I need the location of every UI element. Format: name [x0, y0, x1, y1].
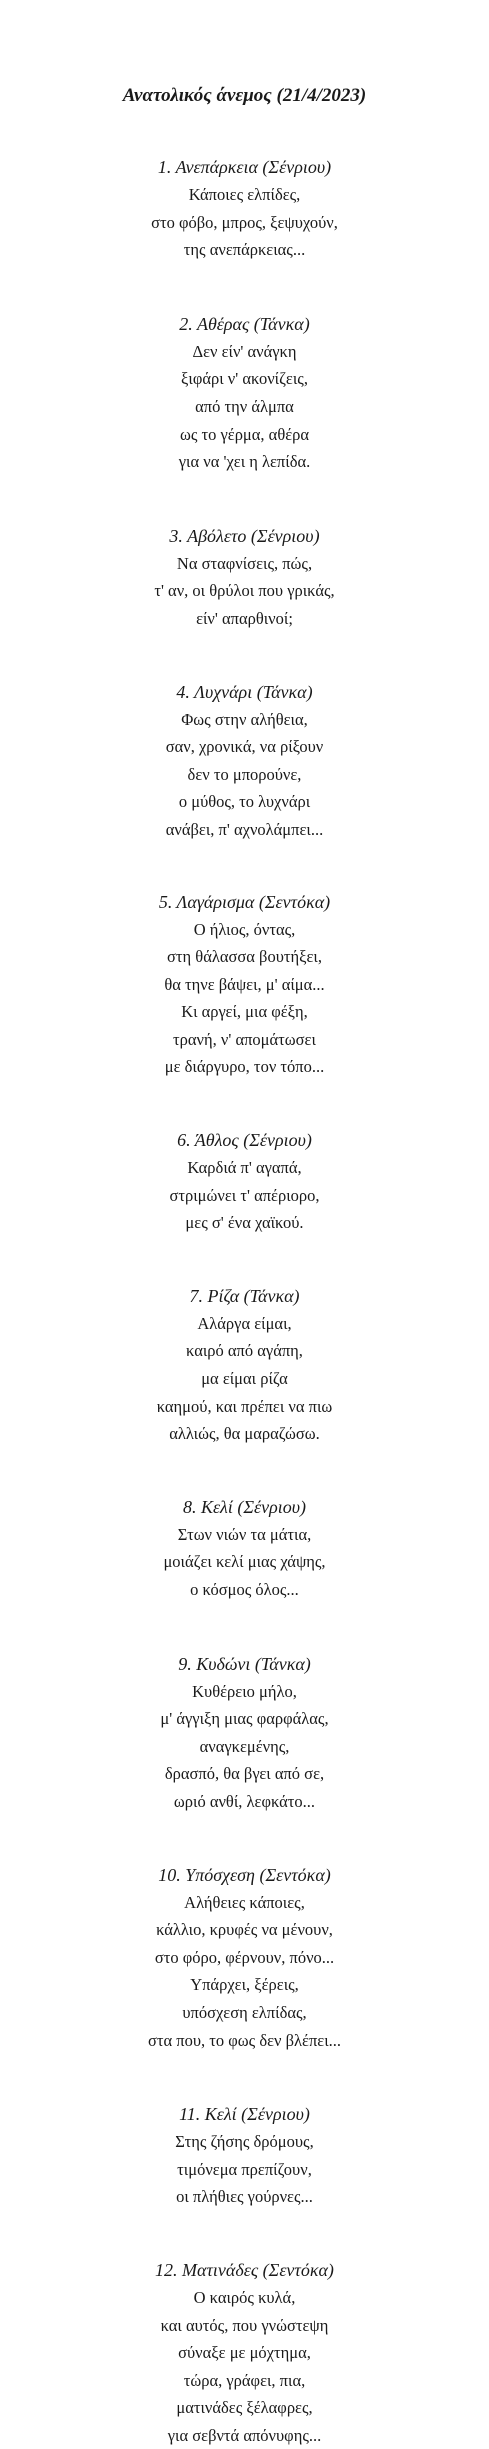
poem-line: με διάργυρο, τον τόπο... [164, 1057, 325, 1077]
poem-line: θα τηνε βάψει, μ' αίμα... [164, 974, 325, 994]
poem-line: μοιάζει κελί μιας χάψης, [163, 1552, 326, 1572]
poem-line: από την άλμπα [195, 396, 294, 416]
poem-block [0, 2102, 489, 2211]
poem-line: τιμόνεμα πρεπίζουν, [177, 2159, 312, 2179]
poem-title: 12. Ματινάδες (Σεντόκα) [155, 2259, 334, 2280]
poem-line: για να 'χει η λεπίδα. [178, 452, 311, 472]
poem-block [0, 2258, 489, 2449]
poem-line: της ανεπάρκειας... [183, 240, 306, 260]
poem-line: για σεβντά απόνυφης... [167, 2425, 322, 2445]
poem-block [0, 890, 489, 1082]
poem-line: ξιφάρι ν' ακονίζεις, [181, 369, 308, 389]
poem-block [0, 312, 489, 476]
poem-line: Αλήθειες κάποιες, [184, 1892, 305, 1912]
poem-line: ωριό ανθί, λεφκάτο... [173, 1791, 316, 1811]
poem-title: 5. Λαγάρισμα (Σεντόκα) [158, 891, 331, 912]
poem-line: μες σ' ένα χαϊκού. [185, 1213, 304, 1233]
poem-line: ανάβει, π' αχνολάμπει... [165, 819, 324, 839]
poem-line: υπόσχεση ελπίδας, [182, 2002, 307, 2022]
poem-line: ο κόσμος όλος... [190, 1580, 299, 1599]
poem-title: 6. Άθλος (Σένριου) [177, 1130, 312, 1151]
poem-line: τ' αν, οι θρύλοι που γρικάς, [154, 581, 335, 601]
poem-line: αλλιώς, θα μαραζώσω. [169, 1424, 320, 1444]
poem-title: 8. Κελί (Σένριου) [182, 1496, 307, 1517]
poem-line: τρανή, ν' απομάτωσει [173, 1029, 316, 1049]
poem-block [0, 1495, 489, 1604]
poem-line: σύναξε με μόχτημα, [178, 2343, 311, 2363]
poem-line: Κι αργεί, μια φέξη, [181, 1002, 308, 1022]
poem-line: ο μύθος, το λυχνάρι [178, 792, 311, 812]
poem-title: 11. Κελί (Σένριου) [179, 2104, 310, 2125]
poem-line: στο φόρο, φέρνουν, πόνο... [154, 1947, 335, 1967]
poem-line: οι πλήθιες γούρνες... [176, 2187, 313, 2207]
poem-line: μ' άγγιξη μιας φαρφάλας, [160, 1709, 329, 1729]
poem-title: 7. Ρίζα (Τάνκα) [189, 1285, 300, 1306]
poem-line: Καρδιά π' αγαπά, [187, 1158, 302, 1178]
poem-line: Κυθέρειο μήλο, [192, 1681, 297, 1701]
poem-line: σαν, χρονικά, να ρίξουν [165, 737, 324, 757]
poem-title: 4. Λυχνάρι (Τάνκα) [176, 681, 313, 702]
poem-line: στη θάλασσα βουτήξει, [167, 947, 322, 967]
poem-line: αναγκεμένης, [199, 1736, 290, 1756]
poem-block [0, 155, 489, 264]
poem-line: Υπάρχει, ξέρεις, [190, 1975, 299, 1995]
poem-block [0, 680, 489, 844]
poem-line: Αλάργα είμαι, [197, 1313, 292, 1333]
poem-line: ματινάδες ξέλαφρες, [176, 2398, 313, 2418]
poem-line: ως το γέρμα, αθέρα [179, 424, 310, 444]
poem-block [0, 1128, 489, 1237]
poem-line: Στων νιών τα μάτια, [177, 1524, 312, 1544]
poem-line: στριμώνει τ' απέριορο, [169, 1185, 320, 1205]
poem-line: Δεν είν' ανάγκη [192, 341, 297, 361]
poem-line: Ο καιρός κυλά, [193, 2287, 296, 2307]
poem-line: τώρα, γράφει, πια, [183, 2370, 306, 2390]
poem-title: 1. Ανεπάρκεια (Σένριου) [157, 157, 332, 177]
poem-line: Ο ήλιος, όντας, [193, 919, 296, 939]
poem-line: Φως στην αλήθεια, [181, 709, 308, 729]
poem-line: καιρό από αγάπη, [186, 1341, 303, 1361]
poem-line: είν' απαρθινοί; [196, 608, 293, 628]
poem-line: Στης ζήσης δρόμους, [175, 2132, 314, 2152]
poem-line: και αυτός, που γνώστεψη [160, 2315, 329, 2335]
poem-line: Κάποιες ελπίδες, [188, 185, 301, 204]
poem-title: 10. Υπόσχεση (Σεντόκα) [158, 1864, 331, 1885]
poem-block [0, 1284, 489, 1448]
poem-block [0, 1863, 489, 2055]
poem-line: δρασπό, θα βγει από σε, [164, 1764, 325, 1784]
poem-title: 3. Αβόλετο (Σένριου) [169, 525, 320, 546]
poem-line: καημού, και πρέπει να πιω [156, 1396, 333, 1416]
poem-line: στα που, το φως δεν βλέπει... [147, 2030, 342, 2050]
poem-title: 9. Κυδώνι (Τάνκα) [178, 1653, 311, 1674]
poem-line: δεν το μπορούνε, [187, 764, 302, 784]
poem-block [0, 524, 489, 633]
document-title: Ανατολικός άνεμος (21/4/2023) [122, 85, 367, 106]
poem-line: κάλλιο, κρυφές να μένουν, [156, 1920, 333, 1940]
poem-line: μα είμαι ρίζα [201, 1369, 288, 1389]
poem-line: στο φόβο, μπρος, ξεψυχούν, [151, 212, 338, 232]
poem-title: 2. Αθέρας (Τάνκα) [179, 313, 310, 334]
poem-block [0, 1652, 489, 1816]
poem-line: Να σταφνίσεις, πώς, [176, 553, 313, 573]
poem-list [0, 155, 489, 2449]
